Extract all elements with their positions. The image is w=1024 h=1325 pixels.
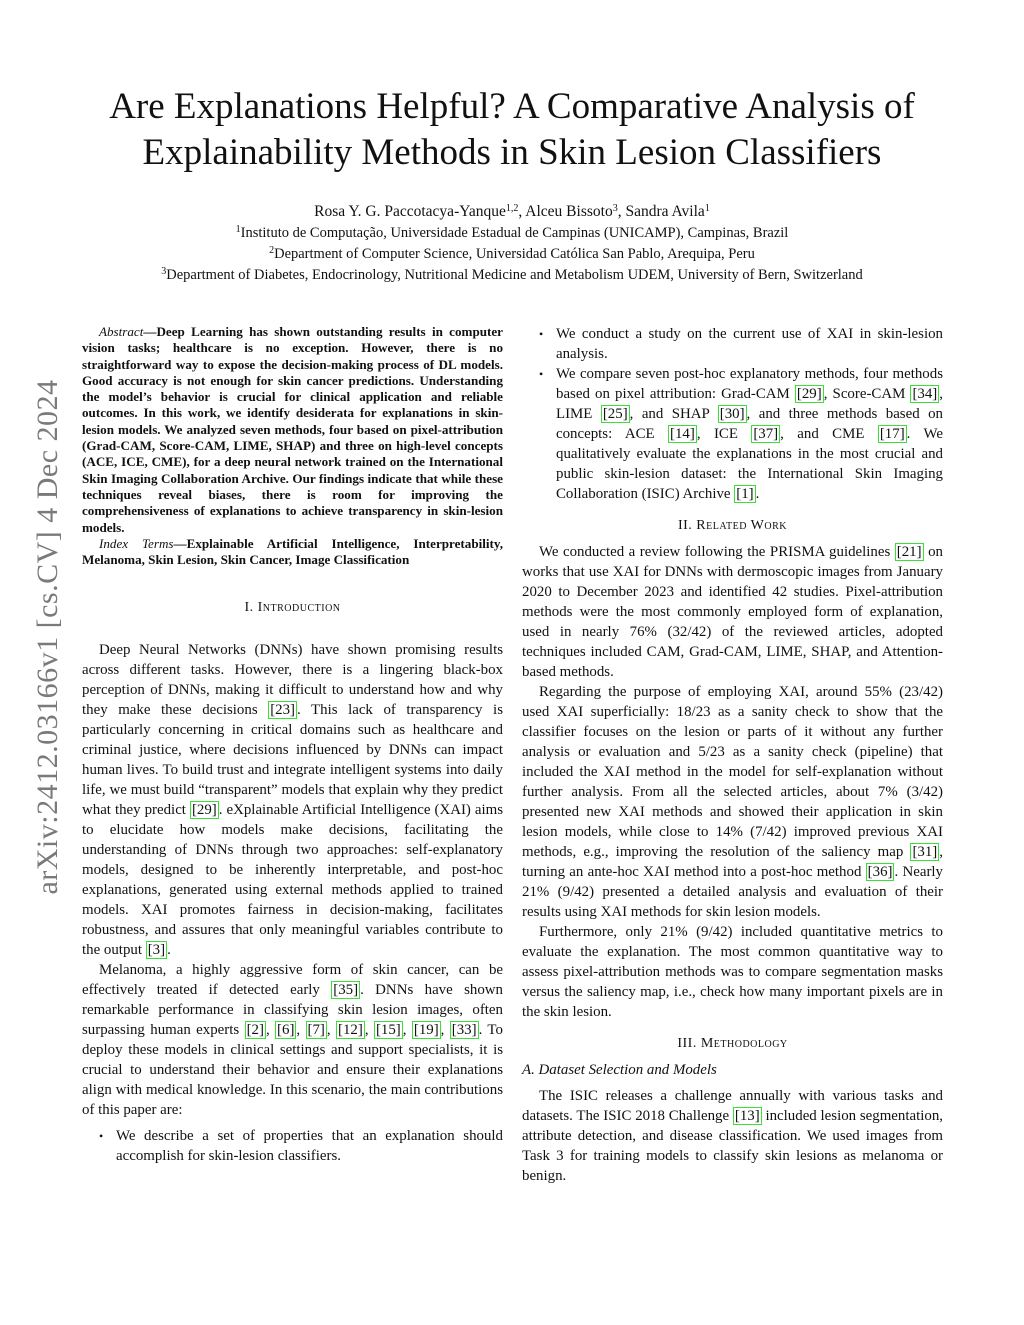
- citation-link[interactable]: [2]: [246, 1022, 264, 1039]
- author-sup: 3: [612, 203, 618, 214]
- paper-title: Are Explanations Helpful? A Comparative Analysis of Explainability Methods in Skin Lesion Classifiers: [109, 86, 915, 173]
- affiliation-sup: 1: [235, 224, 241, 235]
- affiliation-sup: 3: [161, 266, 167, 277]
- citation-link[interactable]: [29]: [796, 386, 822, 402]
- bullet-icon: •: [539, 327, 544, 341]
- affiliation-2: [60, 244, 964, 264]
- author-name: Alceu Bissoto: [525, 203, 613, 220]
- section-heading-related-work: II. Related Work: [677, 518, 787, 533]
- author-sup: 1,2: [505, 203, 519, 214]
- affiliation-text: Department of Computer Science, Universidad Católica San Pablo, Arequipa, Peru: [274, 246, 755, 262]
- intro-paragraph-1: Deep Neural Networks (DNNs) have shown promising results across different tasks. However, there is a lingering black-box perception of DNNs, making it difficult to understand how and why they make these decisions [23] . This lack of transparency is particularly concerning in critical domains such as healthcare and criminal justice, where decisions influenced by DNNs can impact human lives. To build trust and integrate intelligent systems into daily life, we must build “transparent” models that explain why they predict what they predict [29] . eXplainable Artificial Intelligence (XAI) aims to elucidate how models make decisions, facilitating the understanding of DNNs through two approaches: self-explanatory models, designed to be inherently interpretable, and post-hoc explanations, generated using external methods applied to trained models. XAI promotes fairness in decision-making, facilitates robustness, and assures that only meaningful variables contribute to the output [3] .: [82, 642, 503, 959]
- intro-paragraph-2: Melanoma, a highly aggressive form of skin cancer, can be effectively treated if detected early [35] . DNNs have shown remarkable performance in classifying skin lesion images, often surpassing human experts [2] , [6] , [7] , [12] , [15] , [19] , [33] . To deploy these models in clinical settings and support specialists, it is crucial to understand their behavior and ensure their explanations align with medical knowledge. In this scenario, the main contributions of this paper are:: [82, 962, 503, 1119]
- author-name: Rosa Y. G. Paccotacya-Yanque: [314, 203, 506, 220]
- subsection-heading-dataset: A. Dataset Selection and Models: [522, 1062, 717, 1078]
- citation-link[interactable]: [21]: [896, 544, 922, 560]
- right-column: [522, 324, 943, 1186]
- contribution-list-continued: [522, 324, 943, 504]
- list-item: • We describe a set of properties that an explanation should accomplish for skin-lesion classifiers.: [99, 1128, 503, 1165]
- list-item: • We conduct a study on the current use of XAI in skin-lesion analysis.: [539, 326, 943, 362]
- methodology-paragraph-1: The ISIC releases a challenge annually with various tasks and datasets. The ISIC 2018 Challenge [13] included lesion segmentation, attribute detection, and disease classification. We used images from Task 3 for training models to classify skin lesions as melanoma or benign.: [522, 1088, 943, 1184]
- bullet-icon: •: [539, 367, 544, 381]
- citation-link[interactable]: [25]: [602, 406, 628, 422]
- citation-link[interactable]: [30]: [719, 406, 745, 422]
- citation-link[interactable]: [3]: [147, 942, 166, 959]
- citation-link[interactable]: [31]: [912, 844, 938, 860]
- affiliation-sup: 2: [269, 245, 275, 256]
- abstract-label: Abstract: [99, 324, 144, 339]
- citation-link[interactable]: [23]: [270, 702, 295, 719]
- index-terms-label: Index Terms: [99, 535, 174, 551]
- abstract: [82, 324, 503, 536]
- arxiv-identifier: arXiv:2412.03166v1 [cs.CV] 4 Dec 2024: [31, 379, 64, 895]
- citation-link[interactable]: [13]: [734, 1108, 760, 1124]
- citation-link[interactable]: [14]: [670, 426, 695, 442]
- bullet-icon: •: [99, 1129, 104, 1144]
- affiliation-text: Department of Diabetes, Endocrinology, Nutritional Medicine and Metabolism UDEM, University of Bern, Switzerland: [166, 267, 863, 283]
- citation-link[interactable]: [6]: [277, 1022, 295, 1039]
- citation-link[interactable]: [36]: [867, 864, 893, 880]
- author-name: Sandra Avila: [625, 203, 705, 220]
- abstract-text: —Deep Learning has shown outstanding results in computer vision tasks; healthcare is no exception. However, there is no straightforward way to expose the decision-making process of DL models. Good accuracy is not enough for skin cancer predictions. Understanding the model’s behavior is crucial for clinical application and reliable outcomes. In this work, we identify desiderata for explanations in skin-lesion models. We analyzed seven methods, four based on pixel-attribution (Grad-CAM, Score-CAM, LIME, SHAP) and three on high-level concepts (ACE, ICE, CME), for a deep neural network trained on the International Skin Imaging Collaboration Archive. Our findings indicate that while these techniques reveal biases, there is room for improving the comprehensiveness of explanations to achieve transparency in skin-lesion models.: [82, 324, 503, 535]
- contribution-list: [82, 1126, 503, 1166]
- citation-link[interactable]: [12]: [338, 1022, 363, 1039]
- citation-link[interactable]: [7]: [307, 1022, 325, 1039]
- affiliation-3: [60, 265, 964, 285]
- section-heading-methodology: III. Methodology: [677, 1036, 788, 1051]
- affiliation-1: [60, 223, 964, 243]
- index-terms-text: —Explainable Artificial Intelligence, Interpretability, Melanoma, Skin Lesion, Skin Cancer, Image Classification: [82, 535, 503, 568]
- citation-link[interactable]: [35]: [333, 982, 359, 999]
- list-item: • We compare seven post-hoc explanatory methods, four methods based on pixel attribution: Grad-CAM [29] , Score-CAM [34] , LIME [25] , and SHAP [30] , and three methods based on concepts: ACE [14] , ICE [37] , and CME [17] . We qualitatively evaluate the explanations in the most crucial and public skin-lesion dataset: the International Skin Imaging Collaboration (ISIC) Archive [1] .: [539, 366, 943, 502]
- affiliation-text: Instituto de Computação, Universidade Estadual de Campinas (UNICAMP), Campinas, Brazil: [240, 225, 789, 241]
- author-sup: 1: [704, 203, 710, 214]
- citation-link[interactable]: [33]: [451, 1022, 477, 1039]
- citation-link[interactable]: [29]: [191, 802, 217, 819]
- citation-link[interactable]: [19]: [413, 1022, 439, 1039]
- author-list: Rosa Y. G. Paccotacya-Yanque$^{1,2}$, Alceu Bissoto$^3$, Sandra Avila$^1$: [314, 203, 710, 220]
- citation-link[interactable]: [1]: [736, 486, 754, 502]
- citation-link[interactable]: [17]: [879, 426, 905, 442]
- citation-link[interactable]: [15]: [375, 1022, 401, 1039]
- related-paragraph-1: We conducted a review following the PRISMA guidelines [21] on works that use XAI for DNNs with dermoscopic images from January 2020 to December 2023 and identified 42 studies. Pixel-attribution methods were the most commonly employed form of explanation, used in nearly 76% (32/42) of the reviewed articles, adopted techniques included CAM, Grad-CAM, LIME, SHAP, and Attention-based methods.: [522, 544, 943, 680]
- citation-link[interactable]: [34]: [912, 386, 938, 402]
- left-column: [82, 324, 503, 1166]
- index-terms: [82, 536, 503, 569]
- section-heading-introduction: I. Introduction: [244, 600, 341, 616]
- related-paragraph-3: Furthermore, only 21% (9/42) included quantitative metrics to evaluate the explanation. The most common quantitative way to assess pixel-attribution methods was to compare segmentation masks versus the saliency map, i.e., check how many important pixels are in the skin lesion.: [522, 924, 943, 1020]
- related-paragraph-2: Regarding the purpose of employing XAI, around 55% (23/42) used XAI superficially: 18/23 as a sanity check to show that the classifier focuses on the lesion or parts of it without any further analysis or evaluation and 5/23 as a sanity check (pipeline) that included the XAI method in the model for self-explanation without further analysis. From all the selected articles, about 7% (3/42) presented new XAI methods and showed their application in skin lesion models, while close to 14% (7/42) improved previous XAI methods, e.g., improving the resolution of the saliency map [31] , turning an ante-hoc XAI method into a post-hoc method [36] . Nearly 21% (9/42) presented a detailed analysis and evaluation of their results using XAI methods for skin lesion models.: [522, 684, 943, 920]
- citation-link[interactable]: [37]: [753, 426, 779, 442]
